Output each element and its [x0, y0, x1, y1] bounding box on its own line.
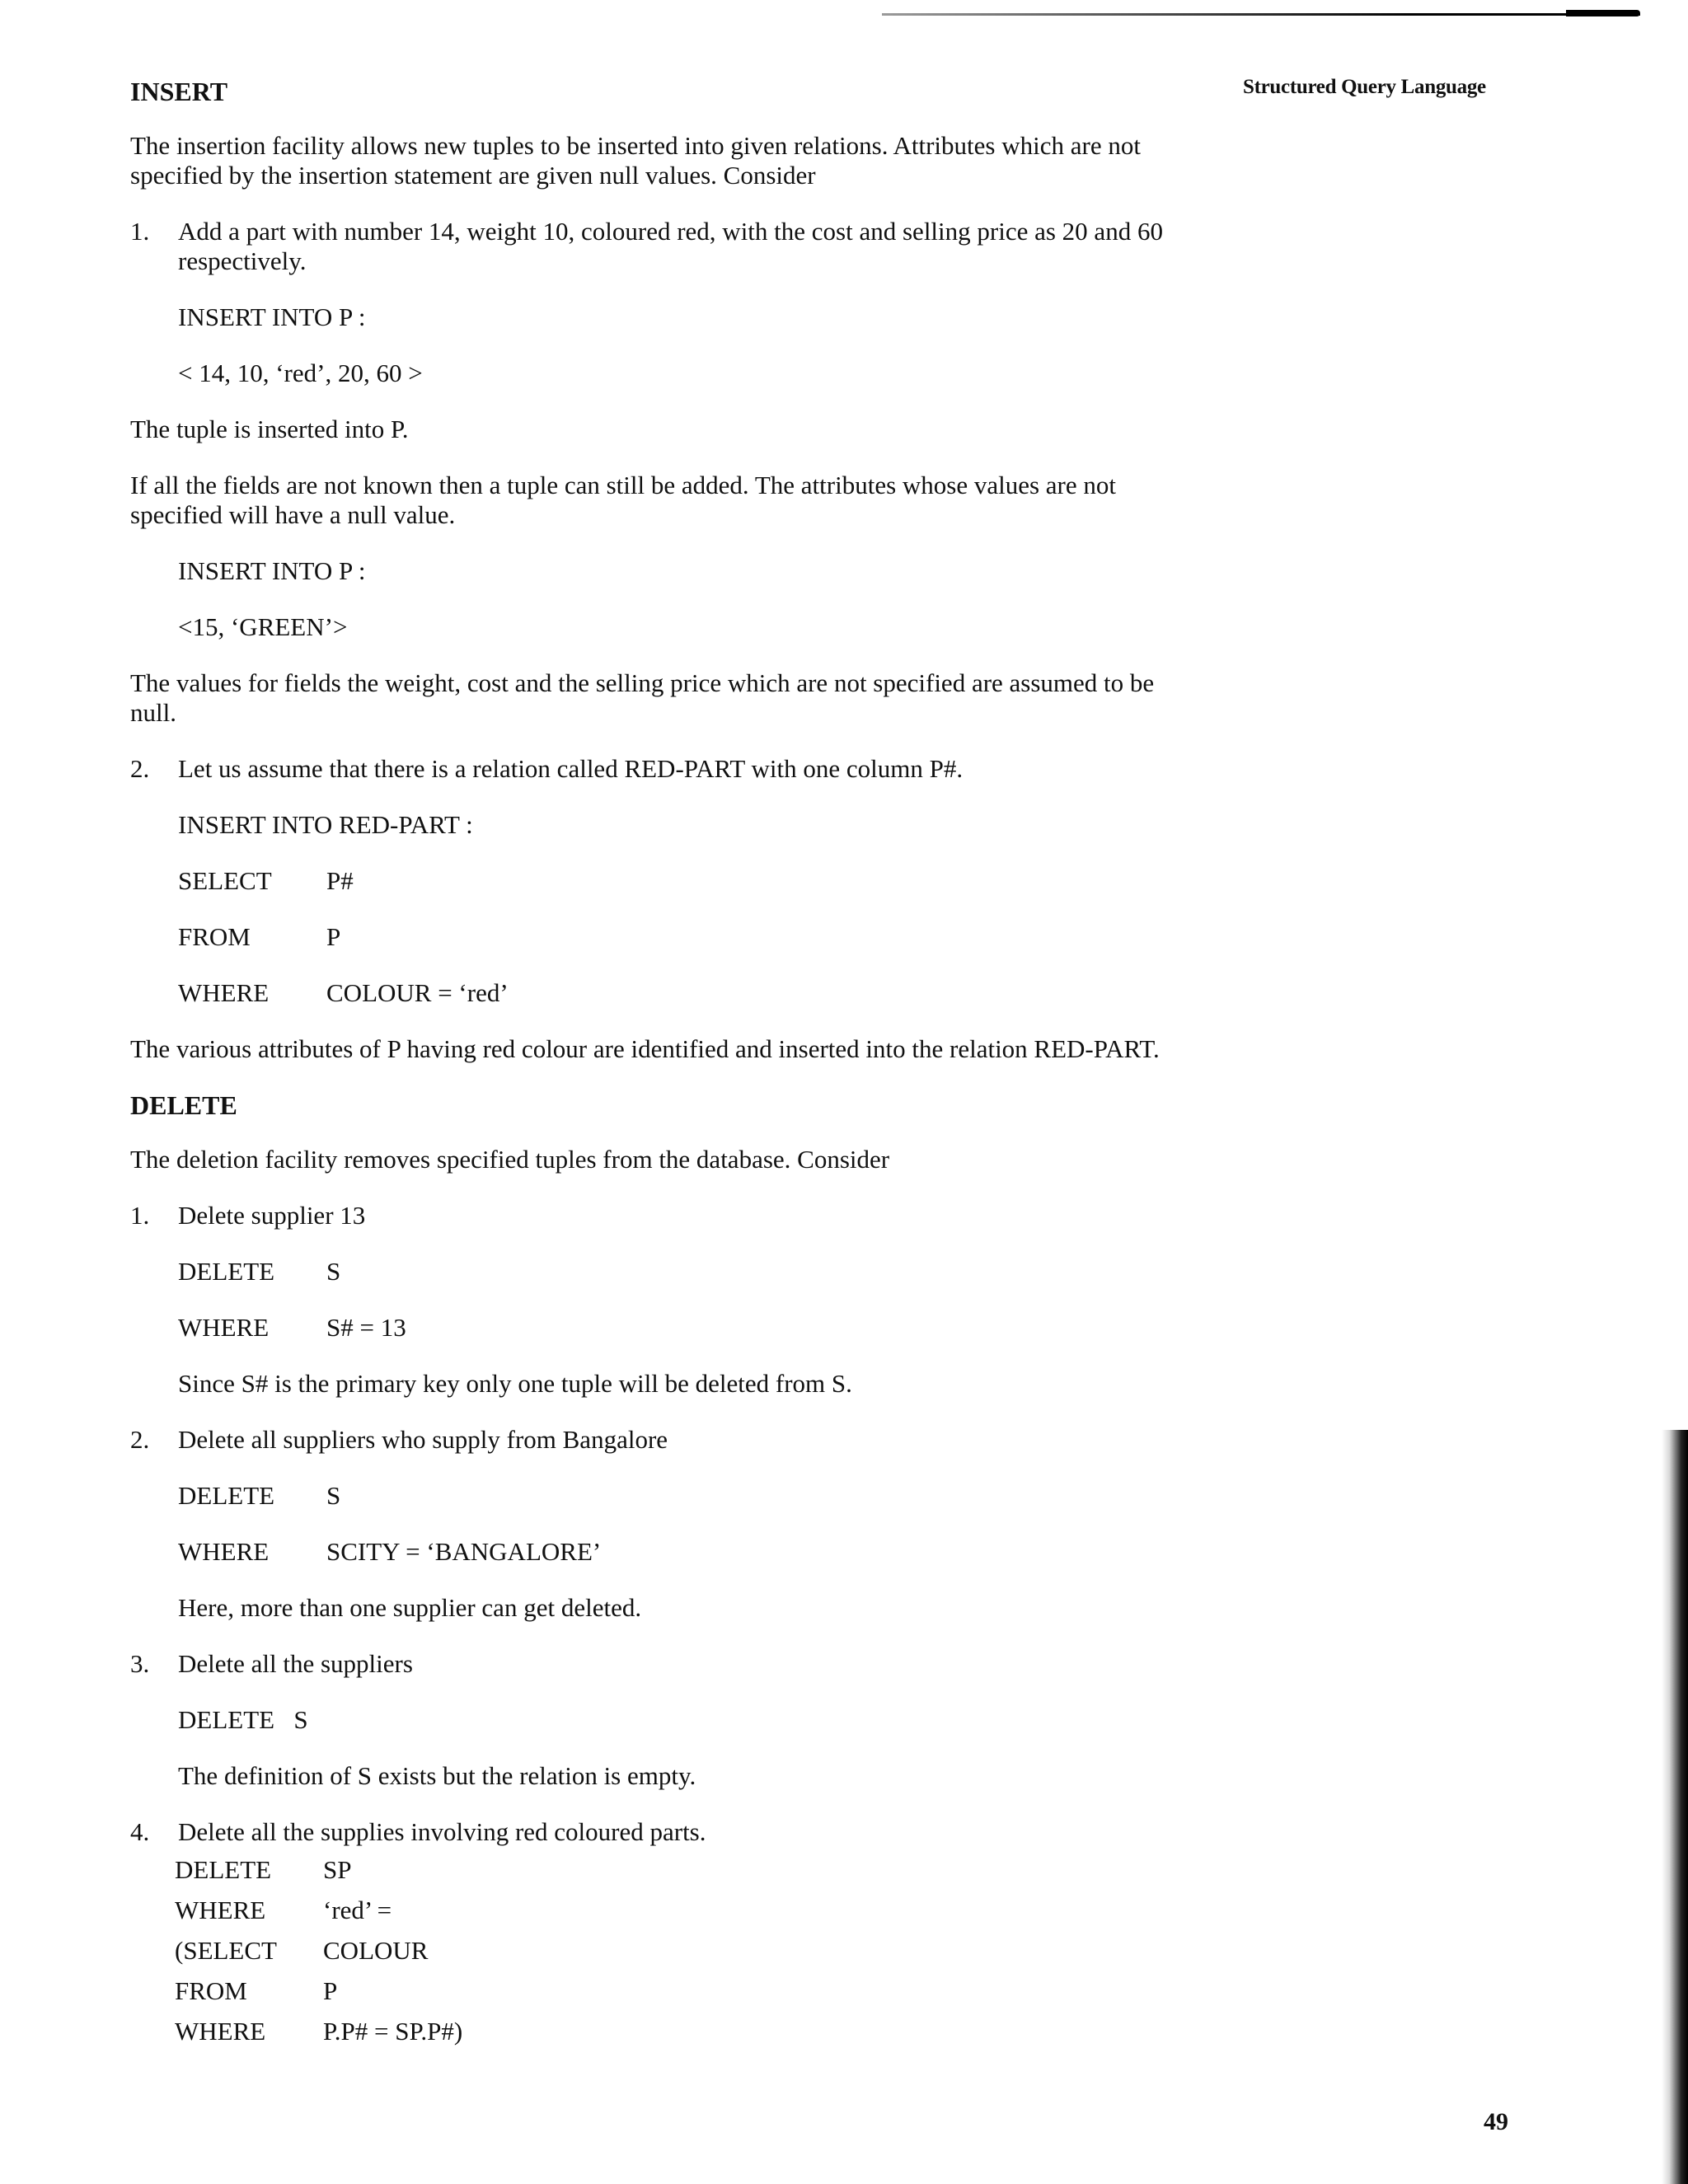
- item-text: Delete all the suppliers: [178, 1649, 413, 1678]
- code-line: INSERT INTO P :: [178, 302, 366, 331]
- sql-value: P#: [326, 866, 354, 895]
- sql-row: [175, 1936, 1169, 1966]
- paragraph: If all the fields are not known then a tuple can still be added. The attributes whose values are not specified will have a null value.: [130, 471, 1116, 529]
- sql-row: [175, 1976, 1169, 2006]
- code-line: INSERT INTO P :: [178, 556, 366, 585]
- item-number: 2.: [130, 1425, 150, 1454]
- item-number: 4.: [130, 1817, 150, 1846]
- sql-keyword: WHERE: [178, 1313, 270, 1342]
- item-text: Delete all suppliers who supply from Bangalore: [178, 1425, 668, 1454]
- sql-row: [178, 1313, 1169, 1343]
- insert-heading: INSERT: [130, 77, 228, 106]
- sql-keyword: WHERE: [175, 1896, 266, 1924]
- sql-keyword: FROM: [178, 922, 251, 951]
- item-note: Since S# is the primary key only one tuple will be deleted from S.: [178, 1369, 852, 1398]
- sql-keyword: SELECT: [178, 866, 272, 895]
- sql-value: SP: [323, 1855, 352, 1884]
- sql-keyword: WHERE: [175, 2017, 266, 2046]
- code-line: DELETE S: [178, 1705, 308, 1734]
- page-content: [130, 77, 1169, 2057]
- item-note: The definition of S exists but the relation is empty.: [178, 1761, 696, 1790]
- sql-value: P: [326, 922, 341, 951]
- paragraph: The tuple is inserted into P.: [130, 415, 409, 443]
- insert-intro: The insertion facility allows new tuples to be inserted into given relations. Attributes which are not specified by the insertion statement are given null values. Consider: [130, 131, 1141, 190]
- delete-item-2: [130, 1425, 1169, 1455]
- sql-value: P.P# = SP.P#): [323, 2017, 463, 2046]
- sql-row: [175, 2017, 1169, 2046]
- paragraph: The various attributes of P having red colour are identified and inserted into the relation RED-PART.: [130, 1034, 1160, 1063]
- scan-edge-shadow: [1662, 1430, 1688, 2184]
- item-text: Delete all the supplies involving red coloured parts.: [178, 1817, 706, 1846]
- item-text: Let us assume that there is a relation called RED-PART with one column P#.: [178, 754, 964, 783]
- item-text: Add a part with number 14, weight 10, coloured red, with the cost and selling price as 20 and 60 respectively.: [178, 217, 1163, 275]
- sql-row: [175, 1855, 1169, 1885]
- delete-item-1: [130, 1201, 1169, 1230]
- sql-row: [175, 1896, 1169, 1925]
- sql-keyword: WHERE: [178, 978, 270, 1007]
- top-rule: [882, 13, 1640, 16]
- sql-value: SCITY = ‘BANGALORE’: [326, 1537, 602, 1566]
- code-line: <15, ‘GREEN’>: [178, 612, 348, 641]
- sql-value: S: [326, 1481, 341, 1510]
- running-head: Structured Query Language: [1243, 76, 1486, 98]
- delete-item-4: [130, 1817, 1169, 1847]
- code-line: INSERT INTO RED-PART :: [178, 810, 473, 839]
- paragraph: The values for fields the weight, cost and the selling price which are not specified are assumed to be null.: [130, 668, 1155, 727]
- sql-keyword: DELETE: [178, 1481, 275, 1510]
- sql-value: ‘red’ =: [323, 1896, 392, 1924]
- item-number: 2.: [130, 754, 150, 783]
- top-rule-tip: [1566, 10, 1640, 16]
- delete-intro: The deletion facility removes specified tuples from the database. Consider: [130, 1145, 890, 1174]
- sql-keyword: FROM: [175, 1976, 247, 2005]
- sql-row: [178, 866, 1169, 896]
- sql-row: [178, 978, 1169, 1008]
- item-note: Here, more than one supplier can get deleted.: [178, 1593, 642, 1622]
- insert-item-2: [130, 754, 1169, 784]
- sql-keyword: DELETE: [178, 1257, 275, 1286]
- sql-row: [178, 1481, 1169, 1511]
- delete-heading: DELETE: [130, 1090, 237, 1120]
- sql-row: [178, 1257, 1169, 1286]
- item-text: Delete supplier 13: [178, 1201, 366, 1230]
- sql-keyword: DELETE: [175, 1855, 272, 1884]
- item-number: 3.: [130, 1649, 150, 1678]
- page-number: 49: [1484, 2108, 1508, 2135]
- sql-keyword: (SELECT: [175, 1936, 277, 1965]
- item-number: 1.: [130, 217, 150, 246]
- code-line: < 14, 10, ‘red’, 20, 60 >: [178, 359, 423, 387]
- sql-value: COLOUR = ‘red’: [326, 978, 509, 1007]
- sql-value: P: [323, 1976, 338, 2005]
- delete-item-3: [130, 1649, 1169, 1679]
- sql-value: COLOUR: [323, 1936, 429, 1965]
- sql-row: [178, 922, 1169, 952]
- sql-value: S# = 13: [326, 1313, 406, 1342]
- insert-item-1: [130, 217, 1169, 276]
- sql-keyword: WHERE: [178, 1537, 270, 1566]
- sql-row: [178, 1537, 1169, 1567]
- sql-value: S: [326, 1257, 341, 1286]
- item-number: 1.: [130, 1201, 150, 1230]
